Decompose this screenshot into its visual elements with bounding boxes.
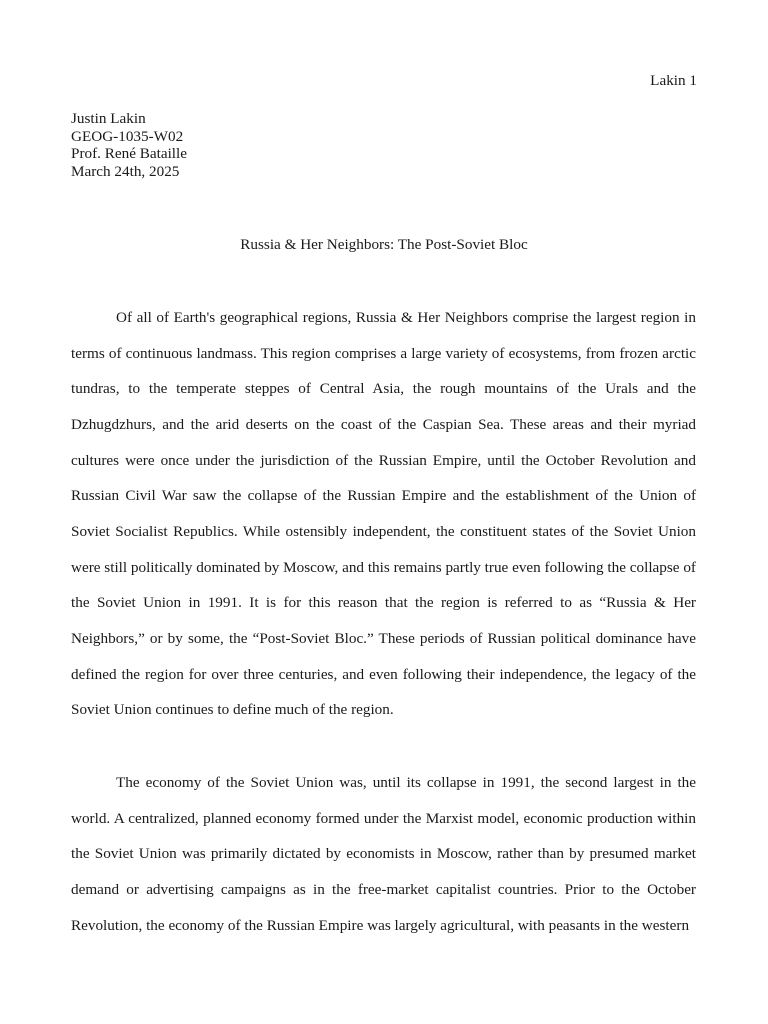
course-code: GEOG-1035-W02 — [71, 127, 184, 145]
student-name: Justin Lakin — [71, 110, 146, 127]
mla-heading-block — [71, 110, 187, 180]
submission-date: March 24th, 2025 — [71, 162, 180, 180]
running-head-page-number: Lakin 1 — [650, 72, 697, 89]
body-paragraph: The economy of the Soviet Union was, until its collapse in 1991, the second largest in the world. A centralized, planned economy formed under the Marxist model, economic production within the Soviet Union was primarily dictated by economists in Moscow, rather than by presumed market demand or advertising campaigns as in the free-market capitalist countries. Prior to the October Revolution, the economy of the Russian Empire was largely agricultural, with peasants in the western — [71, 774, 696, 934]
paper-title: Russia & Her Neighbors: The Post-Soviet Bloc — [240, 236, 528, 253]
professor-name: Prof. René Bataille — [71, 145, 187, 163]
body-paragraph: Of all of Earth's geographical regions, Russia & Her Neighbors comprise the largest region in terms of continuous landmass. This region comprises a large variety of ecosystems, from frozen arctic tundras, to the temperate steppes of Central Asia, the rough mountains of the Urals and the Dzhugdzhurs, and the arid deserts on the coast of the Caspian Sea. These areas and their myriad cultures were once under the jurisdiction of the Russian Empire, until the October Revolution and Russian Civil War saw the collapse of the Russian Empire and the establishment of the Union of Soviet Socialist Republics. While ostensibly independent, the constituent states of the Soviet Union were still politically dominated by Moscow, and this remains partly true even following the collapse of the Soviet Union in 1991. It is for this reason that the region is referred to as “Russia & Her Neighbors,” or by some, the “Post-Soviet Bloc.” These periods of Russian political dominance have defined the region for over three centuries, and even following their independence, the legacy of the Soviet Union continues to define much of the region. — [71, 309, 696, 719]
